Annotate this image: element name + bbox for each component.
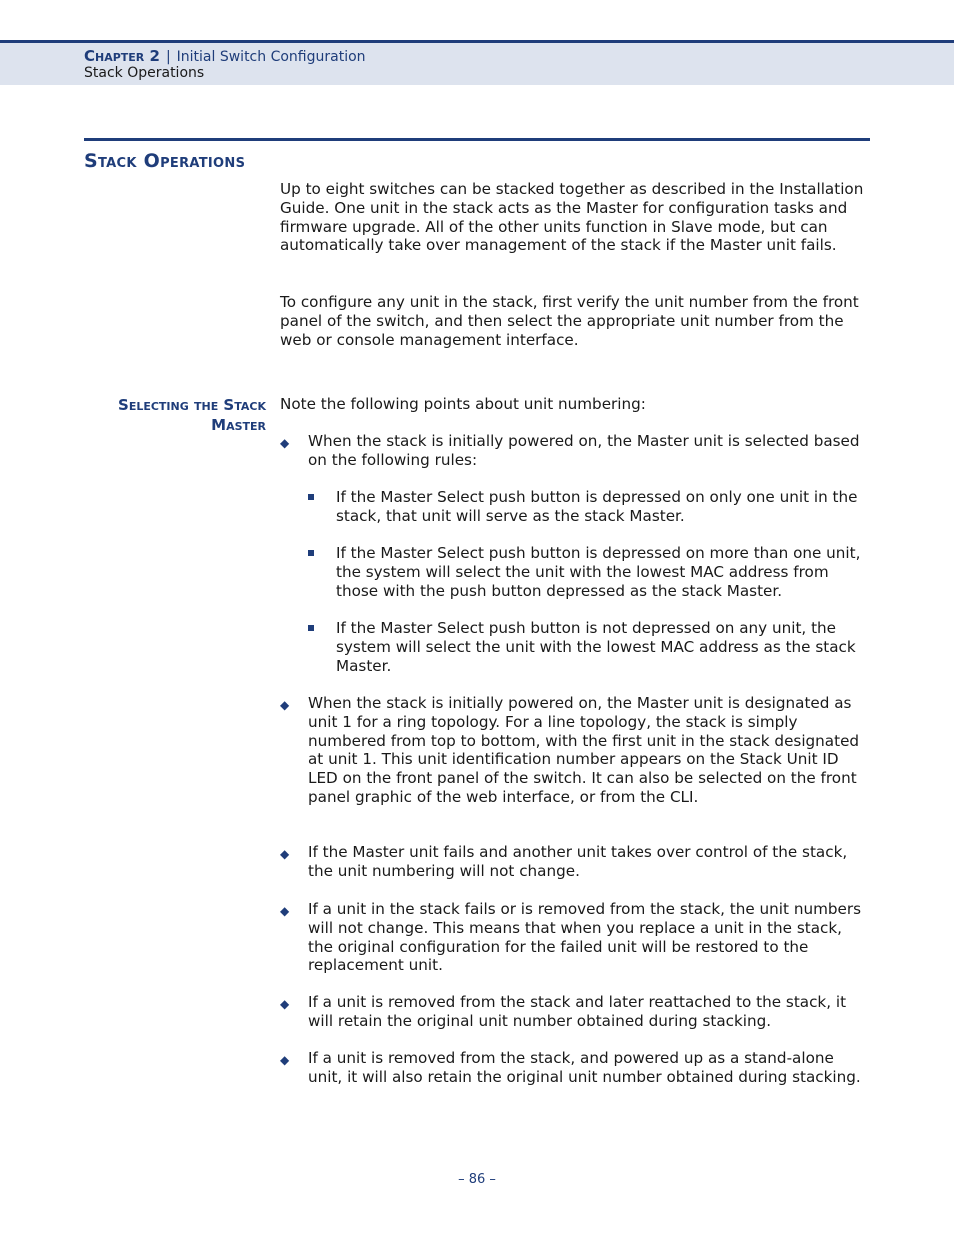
section-title: Stack Operations — [84, 150, 246, 172]
diamond-bullet-icon: ◆ — [280, 847, 290, 861]
diamond-bullet-icon: ◆ — [280, 1053, 290, 1067]
section-rule — [84, 138, 870, 141]
square-bullet-icon — [308, 625, 314, 631]
header-section: Stack Operations — [84, 65, 205, 81]
square-bullet-icon — [308, 550, 314, 556]
header-chapter: Chapter 2 — [84, 47, 160, 65]
diamond-bullet-icon: ◆ — [280, 997, 290, 1011]
page-number: – 86 – — [458, 1172, 496, 1187]
paragraph-2: To configure any unit in the stack, first verify the unit number from the front panel of the switch, and then select the appropriate unit number from the web or console management interface. — [280, 293, 859, 349]
diamond-bullet-icon: ◆ — [280, 904, 290, 918]
diamond-bullet-icon: ◆ — [280, 436, 290, 450]
diamond-bullet-icon: ◆ — [280, 698, 290, 712]
square-bullet-icon — [308, 494, 314, 500]
running-header — [0, 40, 954, 85]
header-chapter-line — [84, 48, 366, 66]
header-chapter-title: Initial Switch Configuration — [176, 49, 366, 65]
subsection-title: Selecting the Stack Master — [118, 396, 266, 434]
header-separator: | — [165, 49, 171, 65]
subsection-intro: Note the following points about unit numbering: — [280, 395, 646, 413]
paragraph-1: Up to eight switches can be stacked together as described in the Installation Guide. One unit in the stack acts as the Master for configuration tasks and firmware upgrade. All of the other units function in Slave mode, but can automatically take over management of the stack if the Master unit fails. — [280, 180, 864, 255]
